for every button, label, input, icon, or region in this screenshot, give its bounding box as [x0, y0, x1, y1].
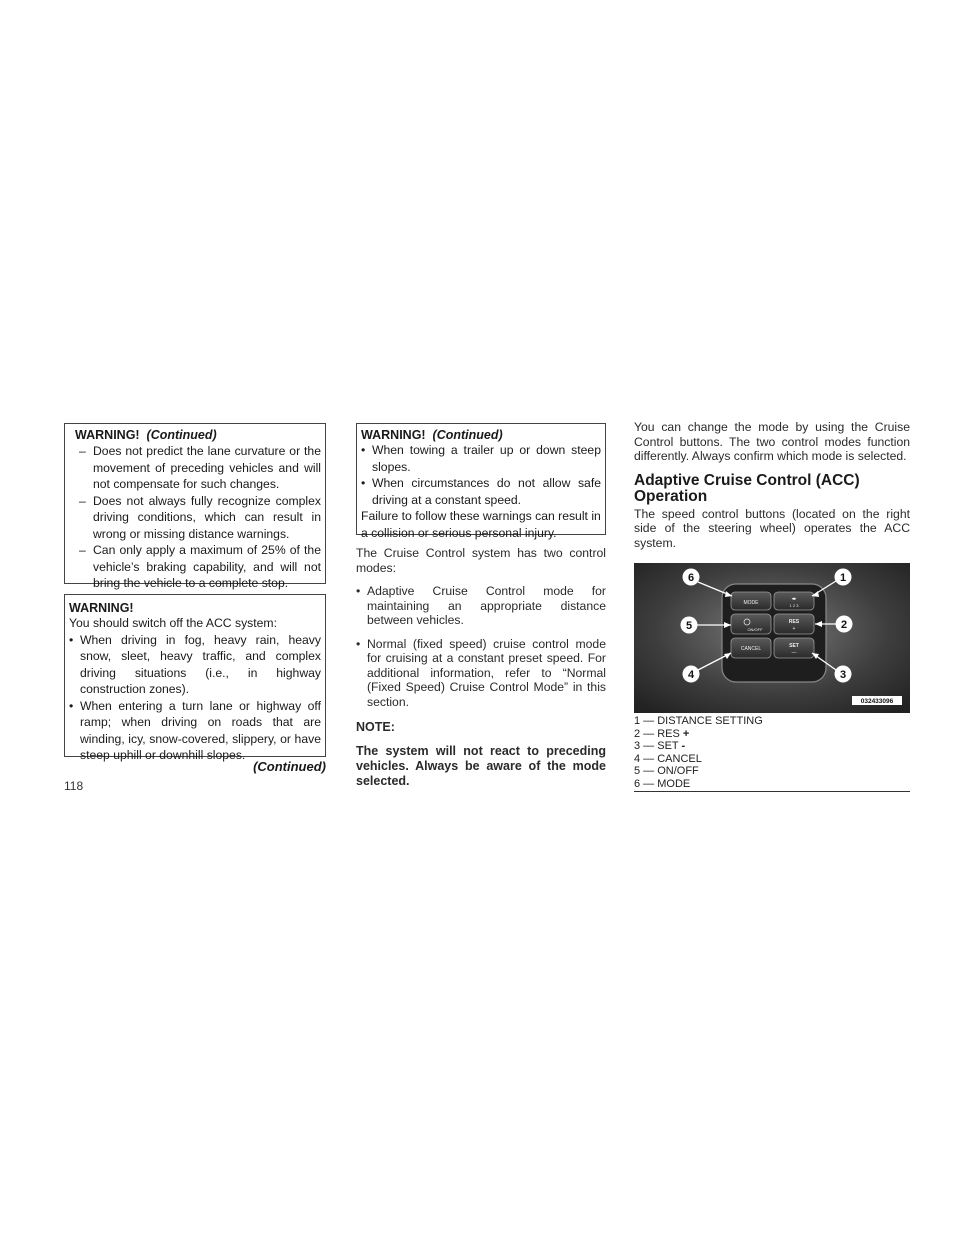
note-label: NOTE: — [356, 720, 395, 734]
mode-button-label: MODE — [743, 600, 759, 606]
distance-icon: ◂▸ — [791, 596, 797, 602]
set-button-label: SET — [789, 643, 799, 649]
svg-text:1: 1 — [839, 572, 847, 584]
steering-buttons-figure — [634, 563, 910, 713]
cancel-button-label: CANCEL — [740, 646, 762, 652]
svg-text:4: 4 — [687, 669, 695, 681]
svg-text:6: 6 — [687, 572, 695, 584]
warning-box-acc-off — [64, 594, 326, 762]
warning-title: WARNING! — [69, 601, 134, 615]
mode-bullet: • Adaptive Cruise Control mode for maintaining an appropriate distance between vehicles. — [356, 584, 606, 628]
res-button-label: RES — [788, 619, 800, 625]
warning-title: WARNING! (Continued) — [361, 428, 503, 442]
legend-item: 2 — RES + — [634, 727, 690, 740]
svg-text:5: 5 — [685, 620, 693, 632]
warning-item: • When entering a turn lane or highway off ramp; when driving on roads that are winding, icy, snow-covered, slippery, or have steep uphill or downhill slopes. — [69, 698, 321, 764]
modes-intro: The Cruise Control system has two control modes: — [356, 546, 606, 575]
svg-text:3: 3 — [839, 669, 847, 681]
warning-box-continued-2 — [356, 423, 606, 540]
legend-item: 6 — MODE — [634, 777, 691, 790]
set-button-sign: — — [791, 650, 797, 656]
warning-intro: You should switch off the ACC system: — [69, 616, 277, 630]
continued-footer: (Continued) — [253, 759, 326, 774]
mode-bullet: • Normal (fixed speed) cruise control mode for cruising at a constant preset speed. For additional information, refer to “Normal (Fixed Speed) Cruise Control Mode” in this section. — [356, 637, 606, 710]
image-code: 032433096 — [860, 698, 894, 705]
warning-item: • When driving in fog, heavy rain, heavy snow, sleet, heavy traffic, and complex driving situations (i.e., in highway construction zones). — [69, 632, 321, 698]
warning-item: – Does not always fully recognize complex driving conditions, which can result in wrong or missing distance warnings. — [69, 493, 321, 543]
warning-footer: Failure to follow these warnings can result in a collision or serious personal injury. — [361, 509, 601, 540]
mode-change-paragraph: You can change the mode by using the Cruise Control buttons. The two control modes function differently. Always confirm which mode is selected. — [634, 420, 910, 463]
warning-item: • When circumstances do not allow safe driving at a constant speed. — [361, 475, 601, 508]
legend-item: 5 — ON/OFF — [634, 765, 699, 777]
figure-legend — [634, 715, 910, 792]
page-number: 118 — [64, 779, 84, 793]
res-button-sign: + — [792, 626, 796, 632]
warning-item: • When towing a trailer up or down steep slopes. — [361, 442, 601, 475]
svg-text:2: 2 — [840, 619, 848, 631]
legend-item: 4 — CANCEL — [634, 752, 702, 765]
legend-item: 3 — SET - — [634, 740, 686, 752]
distance-button-label: 1 2 3 — [789, 603, 799, 608]
warning-item: – Does not predict the lane curvature or the movement of preceding vehicles and will not compensate for such changes. — [69, 443, 321, 493]
warning-item: – Can only apply a maximum of 25% of the vehicle’s braking capability, and will not bring the vehicle to a complete stop. — [69, 542, 321, 592]
note-text: The system will not react to preceding vehicles. Always be aware of the mode selected. — [356, 743, 606, 788]
section-heading: Adaptive Cruise Control (ACC) Operation — [634, 471, 860, 505]
legend-item: 1 — DISTANCE SETTING — [634, 715, 763, 727]
warning-title: WARNING! (Continued) — [75, 428, 217, 442]
warning-box-continued — [64, 423, 326, 590]
onoff-button-label: ON/OFF — [747, 627, 763, 632]
buttons-paragraph: The speed control buttons (located on the right side of the steering wheel) operates the ACC system. — [634, 506, 910, 550]
